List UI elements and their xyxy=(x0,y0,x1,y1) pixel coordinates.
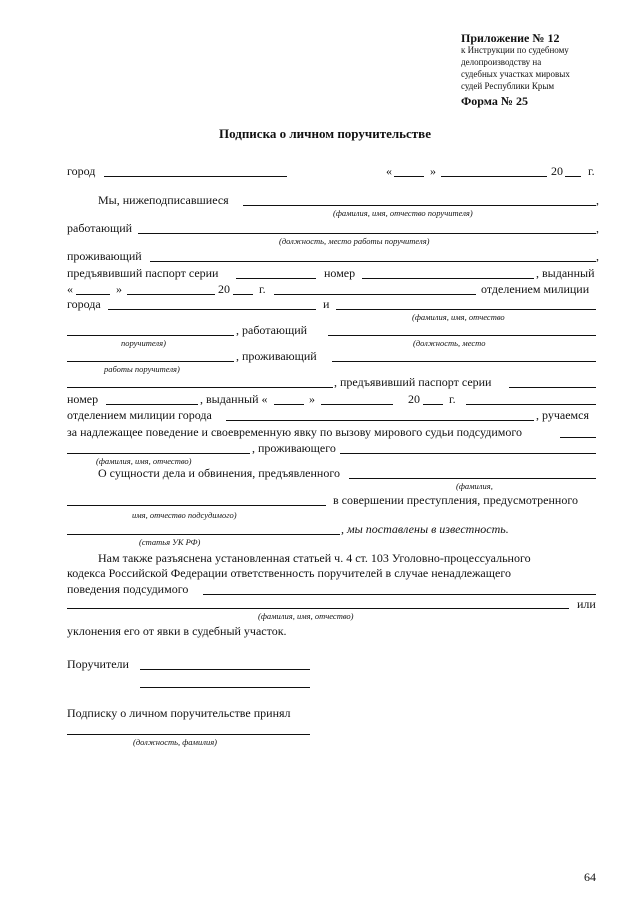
header-line-2: делопроизводству на xyxy=(461,57,542,67)
comma: , xyxy=(596,193,599,207)
number-label: номер xyxy=(324,266,356,280)
accepted-by-line xyxy=(67,734,310,735)
guarantor1-work-line xyxy=(138,233,596,234)
accepted-label: Подписку о личном поручительстве принял xyxy=(67,706,291,720)
fio-plain-caption: (фамилия, имя, отчество) xyxy=(96,456,192,466)
guarantors-label: Поручители xyxy=(67,657,129,671)
surname-caption: (фамилия, xyxy=(456,481,493,491)
date-quote-close: » xyxy=(430,164,436,178)
informed-text: , мы поставлены в известность. xyxy=(341,522,509,536)
fio-plain-caption-2: (фамилия, имя, отчество) xyxy=(258,611,354,621)
guarantor2-work-line xyxy=(328,335,596,336)
position-work-caption: (должность, место работы поручителя) xyxy=(279,236,430,246)
guarantor2-name-cont-line xyxy=(67,335,234,336)
page-number: 64 xyxy=(584,870,596,884)
fio-guarantor-caption: (фамилия, имя, отчество поручителя) xyxy=(333,208,473,218)
comma: , xyxy=(596,221,599,235)
document-title: Подписка о личном поручительстве xyxy=(219,126,431,141)
day-line xyxy=(394,176,424,177)
issue-quote-open: « xyxy=(67,282,73,296)
vouch-label: , ручаемся xyxy=(536,408,589,422)
working-label-2: , работающий xyxy=(236,323,308,337)
guarantor1-address-line xyxy=(150,261,596,262)
working-label: работающий xyxy=(67,221,133,235)
guarantor2-work-cont-line xyxy=(67,361,234,362)
passport-series-line-2 xyxy=(509,387,596,388)
accused-name-line xyxy=(349,478,596,479)
year-prefix: 20 xyxy=(551,164,563,178)
passport-number-line xyxy=(362,278,534,279)
comma: , xyxy=(596,249,599,263)
date-quote-open: « xyxy=(386,164,392,178)
guarantor2-address-cont-line xyxy=(67,387,333,388)
name-defendant-caption: имя, отчество подсудимого) xyxy=(132,510,237,520)
accused-name-cont-line xyxy=(67,505,326,506)
issue-quote-close: » xyxy=(116,282,122,296)
issue-day-line-2 xyxy=(274,404,304,405)
and-label: и xyxy=(323,297,330,311)
improper-conduct-label: поведения подсудимого xyxy=(67,582,189,596)
form-number: Форма № 25 xyxy=(461,94,528,108)
essence-text: О сущности дела и обвинения, предъявленного xyxy=(98,466,340,480)
guarantor2-name-line xyxy=(336,309,596,310)
year-suffix: г. xyxy=(588,164,595,178)
guarantor2-address-line xyxy=(332,361,596,362)
residing-label: проживающий xyxy=(67,249,142,263)
residing-defendant-label: , проживающего xyxy=(252,441,336,455)
number-label-2: номер xyxy=(67,392,99,406)
position-caption-open: (должность, место xyxy=(413,338,486,348)
crime-text: в совершении преступления, предусмотренного xyxy=(333,493,578,507)
fio-caption-open: (фамилия, имя, отчество xyxy=(412,312,505,322)
passport-series-line xyxy=(236,278,316,279)
proper-conduct-text: за надлежащее поведение и своевременную явку по вызову мирового судьи подсудимого xyxy=(67,425,522,439)
guarantor-signature-line-2 xyxy=(140,687,310,688)
improper-defendant-line xyxy=(203,594,596,595)
issued-label-2: , выданный « xyxy=(200,392,268,406)
police-city-label: отделением милиции города xyxy=(67,408,212,422)
explained-line-1: Нам также разъяснена установленная статьей ч. 4 ст. 103 Уголовно-процессуального xyxy=(98,551,531,565)
issue-year-suffix: г. xyxy=(259,282,266,296)
issue-year-suffix-2: г. xyxy=(449,392,456,406)
issue-extra-line xyxy=(274,294,476,295)
issue-month-line xyxy=(127,294,215,295)
year-line xyxy=(565,176,581,177)
issue-year-prefix-2: 20 xyxy=(408,392,420,406)
explained-line-2: кодекса Российской Федерации ответственность поручителей в случае ненадлежащего xyxy=(67,566,511,580)
issue-quote-close-2: » xyxy=(309,392,315,406)
residing-label-2: , проживающий xyxy=(236,349,317,363)
passport-series-label-2: , предъявивший паспорт серии xyxy=(334,375,492,389)
we-signed-label: Мы, нижеподписавшиеся xyxy=(98,193,229,207)
issue-year-line xyxy=(233,294,253,295)
issue-day-line xyxy=(76,294,110,295)
city-label: город xyxy=(67,164,96,178)
article-caption: (статья УК РФ) xyxy=(139,537,201,547)
article-line xyxy=(67,534,340,535)
header-line-4: судей Республики Крым xyxy=(461,81,555,91)
issue-month-line-2 xyxy=(321,404,393,405)
guarantor-signature-line-1 xyxy=(140,669,310,670)
issued-label: , выданный xyxy=(536,266,595,280)
month-line xyxy=(441,176,547,177)
appendix-number: Приложение № 12 xyxy=(461,31,560,45)
police-city-line xyxy=(108,309,316,310)
passport-number-line-2 xyxy=(106,404,198,405)
guarantor1-name-line xyxy=(243,205,596,206)
police-city-line-2 xyxy=(226,420,534,421)
evasion-text: уклонения его от явки в судебный участок. xyxy=(67,624,287,638)
defendant-name-cont-line xyxy=(67,453,250,454)
guarantor-caption-close: поручителя) xyxy=(121,338,166,348)
issue-extra-line-2 xyxy=(466,404,596,405)
position-surname-caption: (должность, фамилия) xyxy=(133,737,217,747)
city-label-2: города xyxy=(67,297,101,311)
issue-year-prefix: 20 xyxy=(218,282,230,296)
issue-year-line-2 xyxy=(423,404,443,405)
defendant-address-line xyxy=(340,453,596,454)
header-line-1: к Инструкции по судебному xyxy=(461,45,569,55)
passport-series-label: предъявивший паспорт серии xyxy=(67,266,219,280)
or-label: или xyxy=(577,597,596,611)
improper-defendant-cont-line xyxy=(67,608,569,609)
defendant-name-line xyxy=(560,437,596,438)
city-line xyxy=(104,176,287,177)
header-line-3: судебных участках мировых xyxy=(461,69,570,79)
work-guarantor-caption: работы поручителя) xyxy=(104,364,180,374)
police-dept-label: отделением милиции xyxy=(481,282,590,296)
